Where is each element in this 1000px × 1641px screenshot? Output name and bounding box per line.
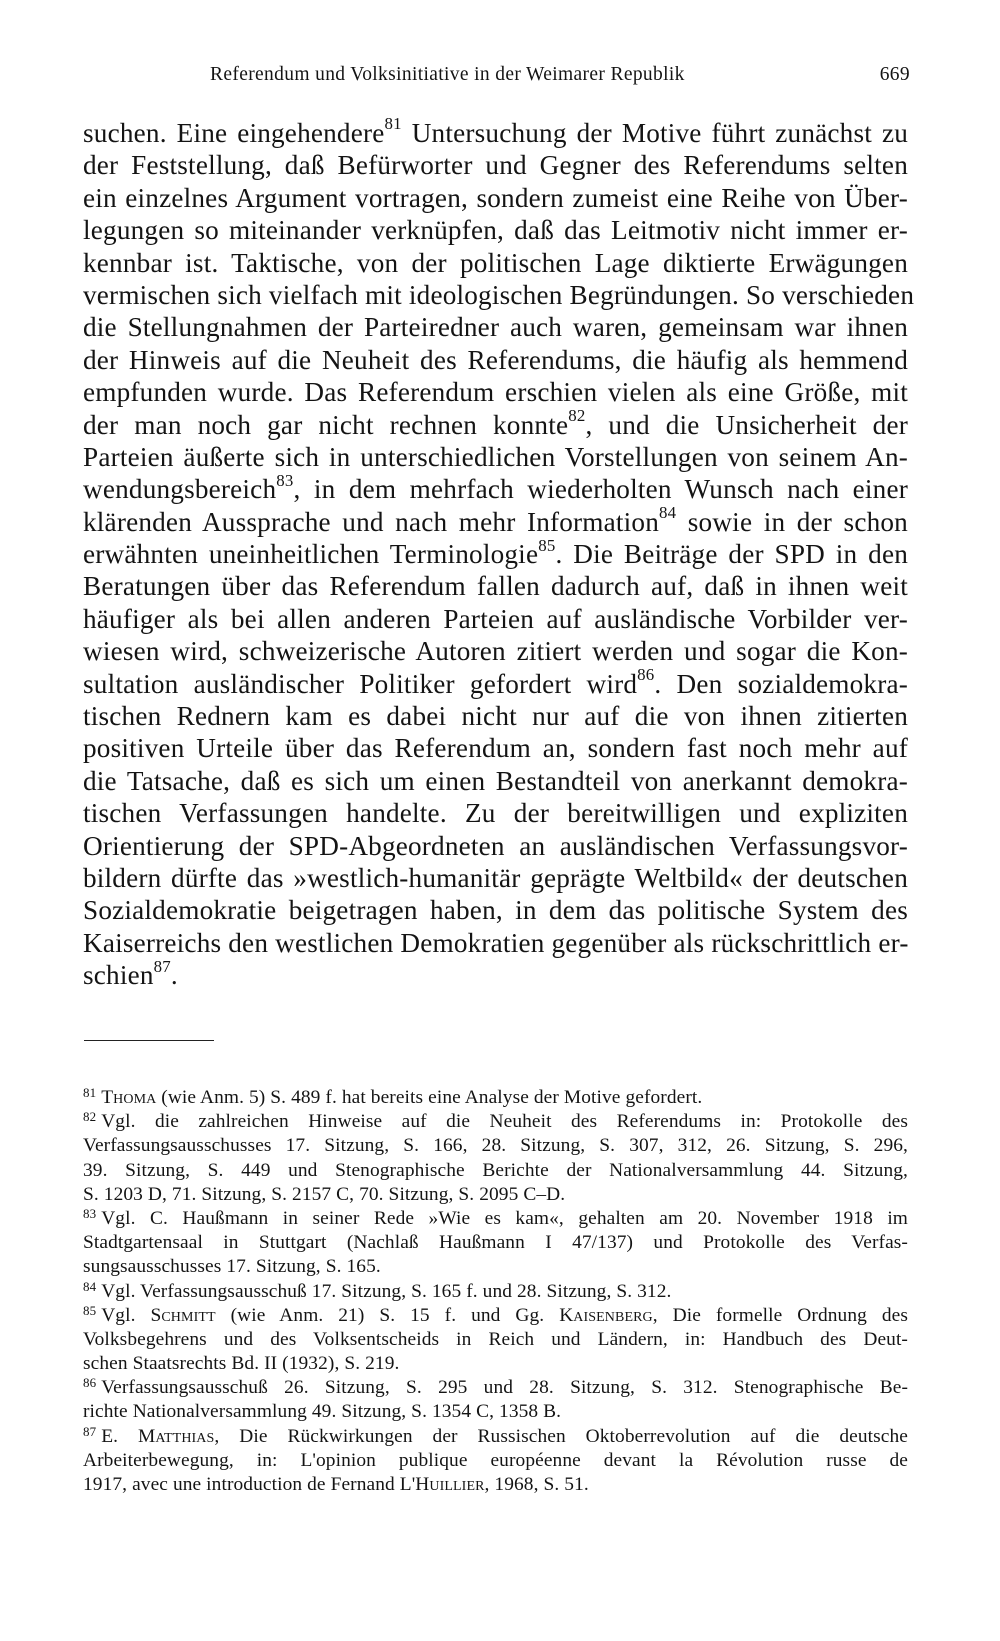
text-run: Volksbegehrens und des Volksentscheids in Reich und Ländern, in: Handbuch des Deut- [83, 1328, 908, 1350]
text-run: Parteien äußerte sich in unterschiedlichen Vorstellungen von seinem An- [83, 441, 908, 472]
footnote-reference: 82 [568, 405, 586, 425]
text-line [83, 149, 908, 181]
author-name: Kaisenberg [559, 1304, 653, 1326]
footnote-85 [83, 1304, 908, 1377]
text-run: wendungsbereich [83, 474, 277, 505]
footnote-line [83, 1183, 908, 1207]
text-run: kennbar ist. Taktische, von der politischen Lage diktierte Erwägungen [83, 247, 908, 278]
footnote-line [83, 1304, 908, 1328]
text-line [83, 894, 908, 926]
footnotes [83, 1086, 908, 1497]
text-run: . [170, 960, 178, 991]
footnote-reference: 81 [384, 114, 402, 134]
footnote-number: 87 [83, 1423, 97, 1439]
text-run: , Die Rückwirkungen der Russischen Oktoberrevolution auf die deutsche [214, 1425, 909, 1447]
text-run: E. [101, 1425, 139, 1447]
text-run: klärenden Aussprache und nach mehr Information [83, 506, 660, 537]
text-run: die Stellungnahmen der Parteiredner auch waren, gemeinsam war ihnen [83, 312, 908, 343]
author-name: Huillier [415, 1474, 485, 1495]
text-run: (wie Anm. 21) S. 15 f. und Gg. [215, 1304, 560, 1326]
text-run: tischen Rednern kam es dabei nicht nur auf die von ihnen zitierten [83, 701, 908, 732]
text-run: (wie Anm. 5) S. 489 f. hat bereits eine Analyse der Motive gefordert. [156, 1087, 703, 1108]
text-run: , 1968, S. 51. [484, 1474, 589, 1495]
footnote-number: 85 [83, 1302, 97, 1318]
text-run: Verfassungsausschuß 26. Sitzung, S. 295 und 28. Sitzung, S. 312. Stenographische Be- [101, 1377, 908, 1399]
page-number: 669 [879, 64, 910, 85]
text-run: tischen Verfassungen handelte. Zu der bereitwilligen und expliziten [83, 798, 908, 829]
footnote-line [83, 1086, 908, 1110]
text-run: empfunden wurde. Das Referendum erschien vielen als eine Größe, mit [83, 377, 908, 408]
footnote-87 [83, 1425, 908, 1498]
footnote-84 [83, 1280, 908, 1304]
text-run: , Die formelle Ordnung des [652, 1304, 909, 1326]
footnote-line [83, 1207, 908, 1231]
text-run: schien [83, 960, 154, 991]
text-run: richte Nationalversammlung 49. Sitzung, S. 1354 C, 1358 B. [83, 1401, 562, 1423]
footnote-81 [83, 1086, 908, 1110]
text-line [83, 732, 908, 764]
text-run: Vgl. die zahlreichen Hinweise auf die Neuheit des Referendums in: Protokolle des [101, 1111, 908, 1133]
footnote-line [83, 1449, 908, 1473]
text-run: , in dem mehrfach wiederholten Wunsch nach einer [293, 474, 908, 505]
text-line [83, 182, 908, 214]
footnote-line [83, 1400, 908, 1424]
text-run: Orientierung der SPD-Abgeordneten an ausländischen Verfassungsvor- [83, 830, 908, 861]
text-run: Vgl. C. Haußmann in seiner Rede »Wie es kam«, gehalten am 20. November 1918 im [101, 1207, 908, 1229]
text-run: schen Staatsrechts Bd. II (1932), S. 219. [83, 1353, 400, 1375]
footnote-separator [84, 1040, 214, 1041]
text-line [83, 535, 909, 570]
text-run: positiven Urteile über das Referendum an, sondern fast noch mehr auf [83, 733, 908, 764]
footnote-line [83, 1134, 908, 1158]
text-run: die Tatsache, daß es sich um einen Bestandteil von anerkannt demokra- [83, 765, 908, 796]
text-run: der man noch gar nicht rechnen konnte [83, 409, 569, 440]
text-run: . Die Beiträge der SPD in den [555, 539, 909, 570]
text-run: wiesen wird, schweizerische Autoren zitiert werden und sogar die Kon- [83, 636, 908, 667]
text-run: Vgl. [101, 1304, 151, 1326]
footnote-line [83, 1328, 908, 1352]
text-line [83, 700, 908, 732]
text-run: 1917, avec une introduction de Fernand L' [83, 1474, 416, 1495]
text-line [83, 830, 908, 862]
text-run: S. 1203 D, 71. Sitzung, S. 2157 C, 70. Sitzung, S. 2095 C–D. [83, 1183, 566, 1205]
author-name: Thoma [101, 1087, 157, 1108]
text-line [83, 862, 908, 894]
footnote-83 [83, 1207, 908, 1280]
footnote-reference: 83 [276, 470, 294, 490]
text-run: Stadtgartensaal in Stuttgart (Nachlaß Haußmann I 47/137) und Protokolle des Verfas- [83, 1232, 908, 1254]
text-line [83, 311, 908, 343]
text-run: bildern dürfte das »westlich-humanitär geprägte Weltbild« der deutschen [83, 862, 908, 893]
footnote-line [83, 1159, 908, 1183]
footnote-number: 81 [83, 1085, 97, 1100]
main-paragraph [83, 114, 915, 992]
footnote-reference: 86 [637, 665, 655, 685]
text-run: Verfassungsausschusses 17. Sitzung, S. 166, 28. Sitzung, S. 307, 312, 26. Sitzung, S. 296, [83, 1135, 908, 1157]
author-name: Schmitt [150, 1304, 216, 1326]
text-run: erwähnten uneinheitlichen Terminologie [83, 539, 539, 570]
text-line [83, 503, 908, 538]
text-run: . Den sozialdemokra- [654, 668, 908, 699]
text-run: Sozialdemokratie beigetragen haben, in dem das politische System des [83, 895, 908, 926]
footnote-line [83, 1376, 908, 1400]
text-line [83, 247, 908, 279]
text-line [83, 376, 908, 408]
text-line [83, 344, 908, 376]
text-run: Arbeiterbewegung, in: L'opinion publique européenne devant la Révolution russe de [83, 1449, 908, 1471]
footnote-reference: 85 [538, 535, 556, 555]
running-header [210, 64, 910, 94]
footnote-number: 86 [83, 1375, 97, 1391]
text-run: der Feststellung, daß Befürworter und Gegner des Referendums selten [83, 150, 908, 181]
text-run: suchen. Eine eingehendere [83, 118, 385, 148]
text-run: sowie in der schon [676, 506, 908, 537]
text-run: Vgl. Verfassungsausschuß 17. Sitzung, S. 165 f. und 28. Sitzung, S. 312. [101, 1280, 672, 1302]
text-line [83, 441, 908, 473]
footnote-82 [83, 1110, 908, 1207]
text-line [83, 603, 908, 635]
author-name: Matthias [138, 1425, 215, 1447]
footnote-reference: 84 [659, 503, 677, 523]
running-title: Referendum und Volksinitiative in der Weimarer Republik [210, 64, 685, 85]
footnote-86 [83, 1376, 908, 1424]
text-line [83, 470, 908, 505]
text-run: Kaiserreichs den westlichen Demokratien gegenüber als rückschrittlich er- [83, 927, 909, 958]
text-line [83, 927, 908, 959]
text-run: sungsausschusses 17. Sitzung, S. 165. [83, 1256, 381, 1278]
text-line [83, 405, 908, 441]
footnote-line [83, 1280, 908, 1304]
text-line [83, 765, 908, 797]
footnote-line [83, 1255, 908, 1279]
footnote-number: 82 [83, 1109, 97, 1125]
text-run: sultation ausländischer Politiker gefordert wird [83, 668, 638, 699]
text-line [83, 570, 908, 602]
text-run: 39. Sitzung, S. 449 und Stenographische Berichte der Nationalversammlung 44. Sitzung, [83, 1159, 908, 1181]
text-line [83, 635, 908, 667]
footnote-reference: 87 [153, 956, 171, 976]
text-run: häufiger als bei allen anderen Parteien auf ausländische Vorbilder ver- [83, 603, 908, 634]
text-run: vermischen sich vielfach mit ideologischen Begründungen. So verschieden [83, 279, 915, 310]
footnote-number: 83 [83, 1205, 97, 1221]
text-run: der Hinweis auf die Neuheit des Referendums, die häufig als hemmend [83, 344, 908, 375]
text-run: , und die Unsicherheit der [585, 409, 908, 440]
footnote-line [83, 1231, 908, 1255]
text-run: ein einzelnes Argument vortragen, sondern zumeist eine Reihe von Über- [83, 182, 908, 213]
text-line [83, 665, 908, 700]
text-line [83, 797, 908, 829]
footnote-line [83, 1110, 908, 1134]
text-run: Beratungen über das Referendum fallen dadurch auf, daß in ihnen weit [83, 571, 908, 602]
text-line [83, 956, 908, 991]
text-run: legungen so miteinander verknüpfen, daß das Leitmotiv nicht immer er- [83, 215, 908, 246]
footnote-line [83, 1352, 908, 1376]
footnote-line [83, 1425, 908, 1449]
text-line [83, 114, 909, 149]
footnote-line [83, 1473, 908, 1497]
footnote-number: 84 [83, 1278, 97, 1294]
text-line [83, 214, 908, 246]
text-line [83, 279, 915, 311]
text-run: Untersuchung der Motive führt zunächst zu [401, 118, 909, 148]
